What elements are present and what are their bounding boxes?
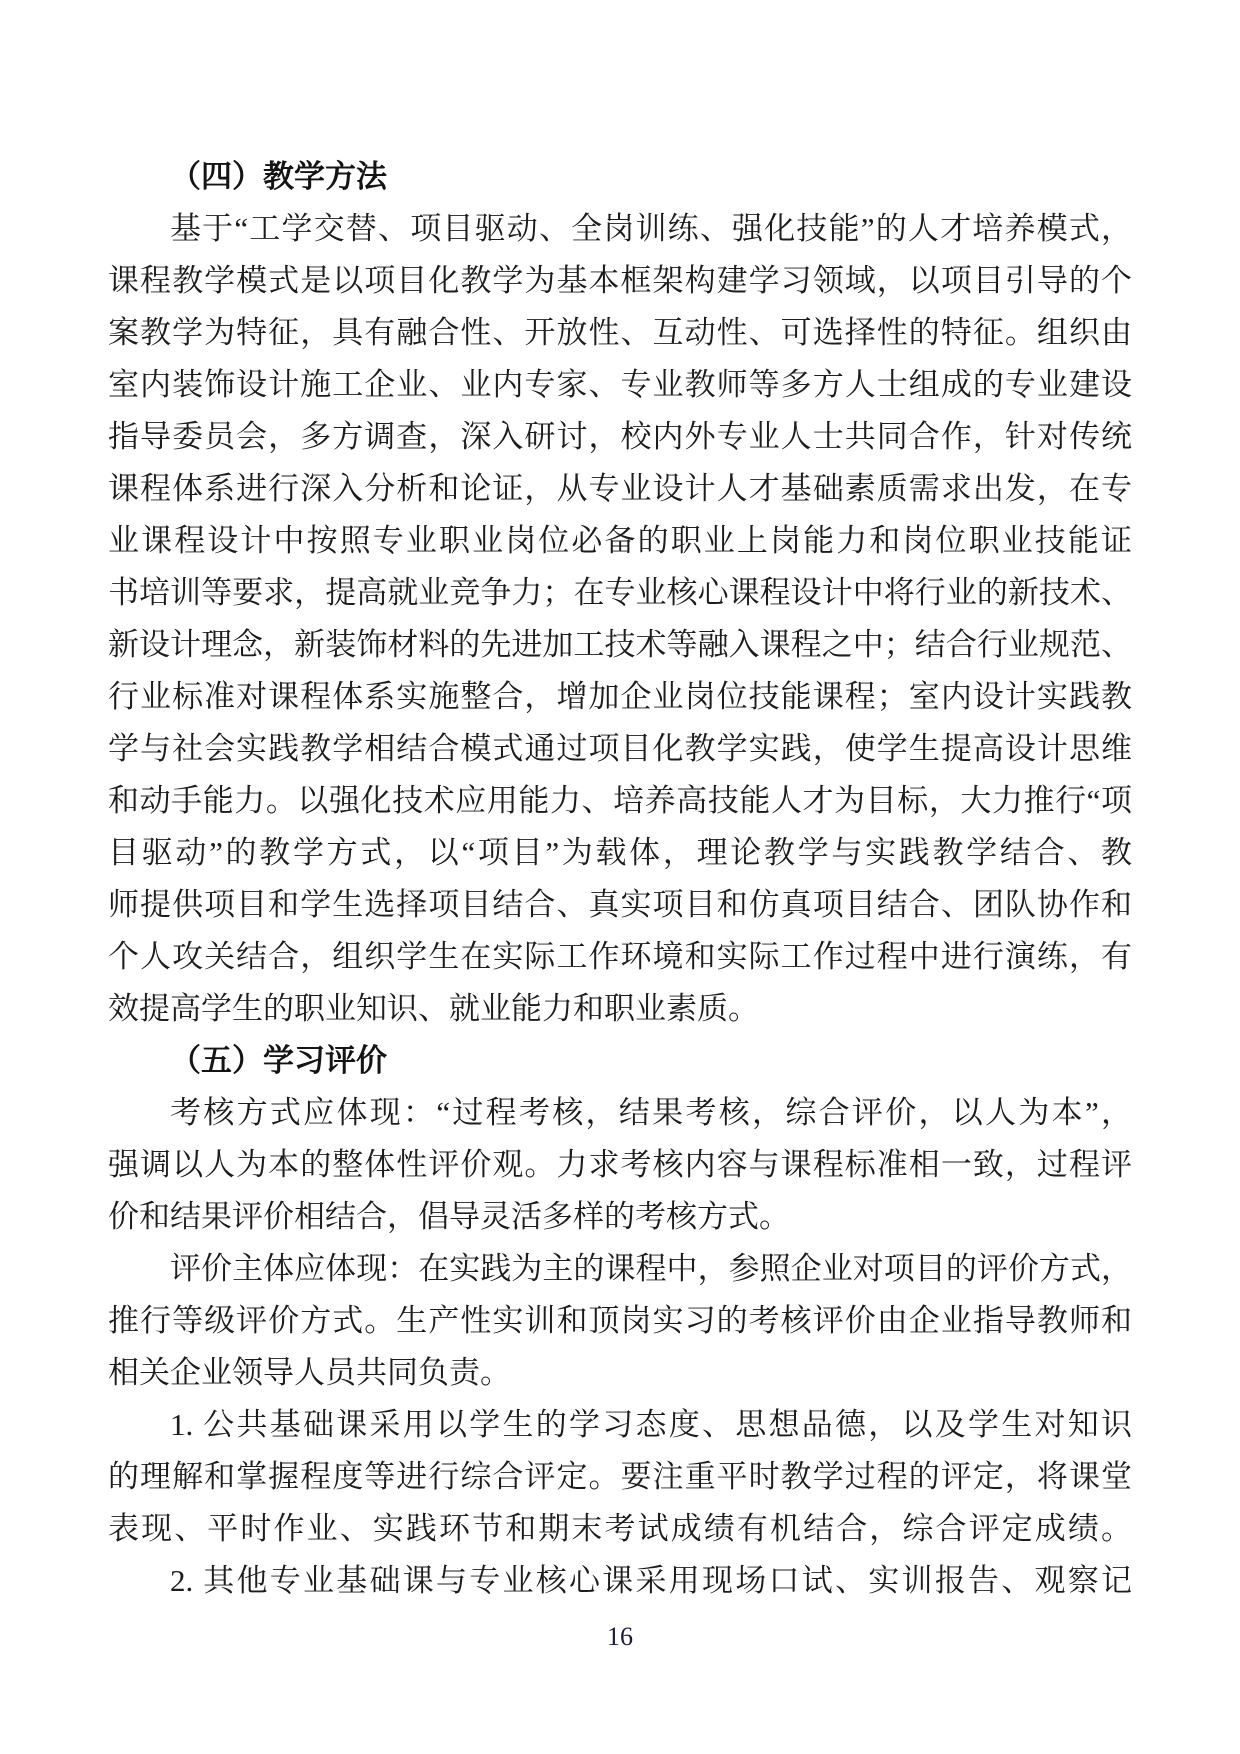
text-line: 学与社会实践教学相结合模式通过项目化教学实践，使学生提高设计思维 — [108, 731, 1132, 766]
text-line: 课程教学模式是以项目化教学为基本框架构建学习领域，以项目引导的个 — [108, 263, 1132, 298]
text-line: 室内装饰设计施工企业、业内专家、专业教师等多方人士组成的专业建设 — [108, 367, 1132, 402]
page-footer — [0, 1622, 1240, 1652]
text-line: 推行等级评价方式。生产性实训和顶岗实习的考核评价由企业指导教师和 — [108, 1303, 1132, 1338]
text-line: 1. 公共基础课采用以学生的学习态度、思想品德，以及学生对知识 — [170, 1407, 1132, 1442]
text-line: 书培训等要求，提高就业竞争力；在专业核心课程设计中将行业的新技术、 — [108, 575, 1132, 610]
text-line: 表现、平时作业、实践环节和期末考试成绩有机结合，综合评定成绩。 — [108, 1511, 1132, 1546]
text-line: 价和结果评价相结合，倡导灵活多样的考核方式。 — [108, 1199, 790, 1234]
paragraph — [108, 203, 1132, 1035]
text-line: 行业标准对课程体系实施整合，增加企业岗位技能课程；室内设计实践教 — [108, 679, 1132, 714]
paragraph — [108, 1087, 1132, 1243]
text-line: 个人攻关结合，组织学生在实际工作环境和实际工作过程中进行演练，有 — [108, 939, 1132, 974]
text-line: 考核方式应体现：“过程考核，结果考核，综合评价，以人为本”， — [170, 1095, 1132, 1130]
paragraph — [108, 1399, 1132, 1555]
section-body-learning-evaluation — [108, 1087, 1132, 1607]
text-line: 师提供项目和学生选择项目结合、真实项目和仿真项目结合、团队协作和 — [108, 887, 1132, 922]
page-number: 16 — [607, 1622, 633, 1651]
section-heading-learning-evaluation: （五）学习评价 — [170, 1043, 387, 1078]
text-line: 效提高学生的职业知识、就业能力和职业素质。 — [108, 991, 759, 1026]
text-line: 相关企业领导人员共同负责。 — [108, 1355, 511, 1390]
document-content — [108, 151, 1132, 1607]
section-heading-teaching-methods: （四）教学方法 — [170, 159, 387, 194]
text-line: 基于“工学交替、项目驱动、全岗训练、强化技能”的人才培养模式， — [170, 211, 1132, 246]
section-learning-evaluation — [108, 1035, 1132, 1607]
text-line: 2. 其他专业基础课与专业核心课采用现场口试、实训报告、观察记 — [170, 1563, 1132, 1598]
paragraph — [108, 1243, 1132, 1399]
paragraph — [108, 1555, 1132, 1607]
text-line: 新设计理念，新装饰材料的先进加工技术等融入课程之中；结合行业规范、 — [108, 627, 1132, 662]
text-line: 目驱动”的教学方式，以“项目”为载体，理论教学与实践教学结合、教 — [108, 835, 1132, 870]
text-line: 课程体系进行深入分析和论证，从专业设计人才基础素质需求出发，在专 — [108, 471, 1132, 506]
text-line: 案教学为特征，具有融合性、开放性、互动性、可选择性的特征。组织由 — [108, 315, 1132, 350]
text-line: 评价主体应体现：在实践为主的课程中，参照企业对项目的评价方式， — [170, 1251, 1132, 1286]
text-line: 和动手能力。以强化技术应用能力、培养高技能人才为目标，大力推行“项 — [108, 783, 1132, 818]
text-line: 强调以人为本的整体性评价观。力求考核内容与课程标准相一致，过程评 — [108, 1147, 1132, 1182]
text-line: 指导委员会，多方调查，深入研讨，校内外专业人士共同合作，针对传统 — [108, 419, 1132, 454]
section-body-teaching-methods — [108, 203, 1132, 1035]
text-line: 业课程设计中按照专业职业岗位必备的职业上岗能力和岗位职业技能证 — [108, 523, 1132, 558]
section-teaching-methods — [108, 151, 1132, 1035]
text-line: 的理解和掌握程度等进行综合评定。要注重平时教学过程的评定，将课堂 — [108, 1459, 1132, 1494]
